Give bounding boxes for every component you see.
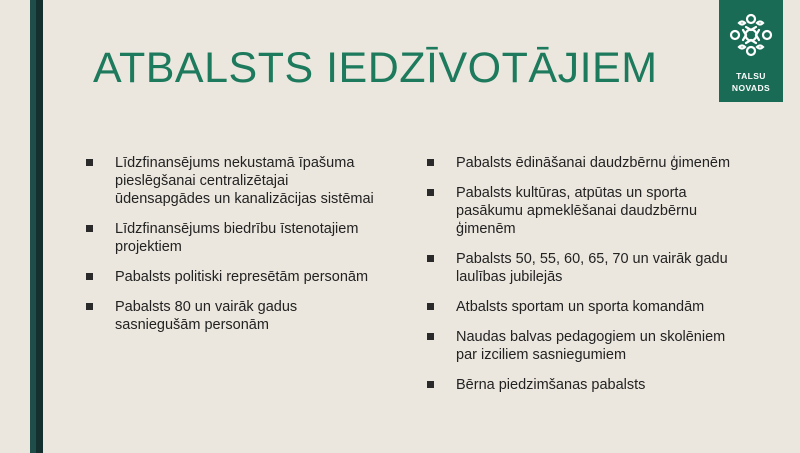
talsu-novads-logo	[719, 0, 783, 102]
slide-title: ATBALSTS IEDZĪVOTĀJIEM	[93, 44, 658, 92]
logo-text	[719, 70, 783, 94]
left-bullet-list	[84, 154, 374, 346]
list-item: Naudas balvas pedagogiem un skolēniem par izciliem sasniegumiem	[425, 328, 745, 364]
list-item: Bērna piedzimšanas pabalsts	[425, 376, 745, 394]
list-item: Pabalsts ēdināšanai daudzbērnu ģimenēm	[425, 154, 745, 172]
list-item: Pabalsts kultūras, atpūtas un sporta pasākumu apmeklēšanai daudzbērnu ģimenēm	[425, 184, 745, 238]
list-item: Pabalsts 50, 55, 60, 65, 70 un vairāk gadu laulības jubilejās	[425, 250, 745, 286]
list-item: Līdzfinansējums nekustamā īpašuma pieslēgšanai centralizētajai ūdensapgādes un kanalizācijas sistēmai	[84, 154, 374, 208]
logo-text-line1: TALSU	[736, 71, 766, 81]
list-item: Līdzfinansējums biedrību īstenotajiem projektiem	[84, 220, 374, 256]
list-item: Atbalsts sportam un sporta komandām	[425, 298, 745, 316]
list-item: Pabalsts 80 un vairāk gadus sasniegušām personām	[84, 298, 374, 334]
list-item: Pabalsts politiski represētām personām	[84, 268, 374, 286]
right-bullet-list	[425, 154, 745, 406]
ornament-icon	[726, 10, 776, 60]
logo-text-line2: NOVADS	[731, 83, 771, 93]
accent-bar-dark	[36, 0, 43, 453]
